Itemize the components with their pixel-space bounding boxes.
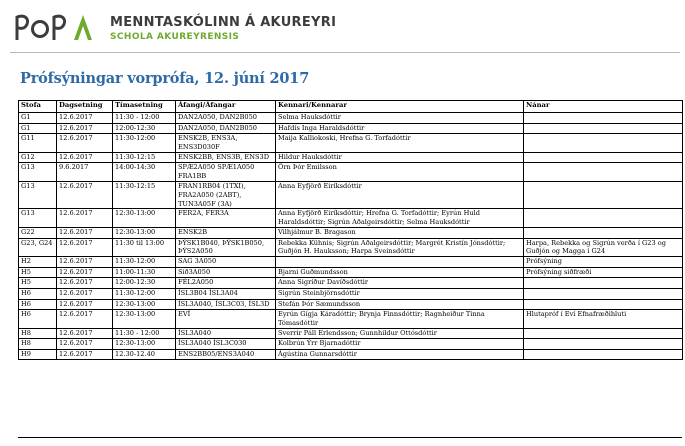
- cell-details: [524, 328, 683, 339]
- cell-courses: FER2A, FER3A: [176, 209, 276, 228]
- cell-details: [524, 152, 683, 163]
- table-row: [19, 238, 683, 257]
- table-row: [19, 257, 683, 268]
- cell-date: 12.6.2017: [57, 267, 113, 278]
- cell-courses: ÍSL3B04 ÍSL3A04: [176, 288, 276, 299]
- table-row: [19, 227, 683, 238]
- table-row: [19, 181, 683, 208]
- cell-time: 11:30 til 13:00: [113, 238, 176, 257]
- cell-teachers: Hildur Hauksdóttir: [276, 152, 524, 163]
- cell-date: 12.6.2017: [57, 123, 113, 134]
- cell-date: 12.6.2017: [57, 278, 113, 289]
- cell-room: G1: [19, 113, 57, 124]
- cell-details: Prófsýning: [524, 257, 683, 268]
- cell-room: G13: [19, 209, 57, 228]
- cell-room: H8: [19, 339, 57, 350]
- exam-viewing-table: [18, 100, 683, 360]
- cell-date: 12.6.2017: [57, 299, 113, 310]
- cell-time: 12:30-13:00: [113, 299, 176, 310]
- cell-room: G13: [19, 163, 57, 182]
- cell-time: 11:30-12:15: [113, 152, 176, 163]
- cell-room: H6: [19, 310, 57, 329]
- cell-teachers: Eyrún Gígja Káradóttir; Brynja Finnsdóttir; Ragnheiður Tinna Tómasdóttir: [276, 310, 524, 329]
- cell-time: 12:00-12:30: [113, 278, 176, 289]
- cell-time: 11:30-12:00: [113, 257, 176, 268]
- bottom-divider: [18, 437, 682, 438]
- cell-teachers: Maija Kalliokoski, Hrefna G. Torfadóttir: [276, 134, 524, 153]
- cell-details: [524, 227, 683, 238]
- cell-room: G23, G24: [19, 238, 57, 257]
- cell-room: H8: [19, 328, 57, 339]
- cell-courses: ENS2BB05/ENS3A040: [176, 349, 276, 360]
- cell-details: [524, 349, 683, 360]
- cell-date: 12.6.2017: [57, 339, 113, 350]
- table-row: [19, 310, 683, 329]
- column-header-details: Nánar: [524, 101, 683, 113]
- cell-room: H9: [19, 349, 57, 360]
- cell-courses: ÍSL3A040 ÍSL3C030: [176, 339, 276, 350]
- table-row: [19, 152, 683, 163]
- cell-courses: ÍSL3A040: [176, 328, 276, 339]
- cell-details: [524, 278, 683, 289]
- table-row: [19, 288, 683, 299]
- cell-time: 14:00-14:30: [113, 163, 176, 182]
- cell-details: [524, 209, 683, 228]
- cell-room: H2: [19, 257, 57, 268]
- cell-courses: SAG 3A050: [176, 257, 276, 268]
- table-header-row: [19, 101, 683, 113]
- cell-time: 12:30-13:00: [113, 227, 176, 238]
- cell-date: 9.6.2017: [57, 163, 113, 182]
- column-header-room: Stofa: [19, 101, 57, 113]
- cell-teachers: Hafdís Inga Haraldsdóttir: [276, 123, 524, 134]
- cell-date: 12.6.2017: [57, 209, 113, 228]
- cell-date: 12.6.2017: [57, 134, 113, 153]
- table-row: [19, 113, 683, 124]
- column-header-time: Tímasetning: [113, 101, 176, 113]
- cell-courses: FÉL2A050: [176, 278, 276, 289]
- cell-teachers: Sigrún Steinbjörnsdóttir: [276, 288, 524, 299]
- header-divider: [10, 52, 680, 53]
- cell-teachers: [276, 257, 524, 268]
- cell-room: H6: [19, 299, 57, 310]
- table-row: [19, 267, 683, 278]
- cell-details: [524, 113, 683, 124]
- cell-teachers: Vilhjálmur B. Bragason: [276, 227, 524, 238]
- cell-room: G13: [19, 181, 57, 208]
- table-row: [19, 278, 683, 289]
- cell-teachers: Bjarni Guðmundsson: [276, 267, 524, 278]
- cell-date: 12.6.2017: [57, 288, 113, 299]
- page-header: [10, 6, 680, 46]
- cell-details: [524, 288, 683, 299]
- column-header-date: Dagsetning: [57, 101, 113, 113]
- cell-teachers: Kolbrún Ýrr Bjarnadóttir: [276, 339, 524, 350]
- cell-details: Hlutapróf í Eví Efnafræðihluti: [524, 310, 683, 329]
- cell-time: 12:30-13:00: [113, 209, 176, 228]
- cell-courses: ENSK2B: [176, 227, 276, 238]
- cell-time: 12:00-12:30: [113, 123, 176, 134]
- cell-time: 12:30-13:00: [113, 339, 176, 350]
- cell-teachers: Örn Þór Emilsson: [276, 163, 524, 182]
- cell-details: [524, 339, 683, 350]
- school-latin-name: SCHOLA AKUREYRENSIS: [110, 32, 240, 42]
- cell-room: H6: [19, 288, 57, 299]
- school-name: MENNTASKÓLINN Á AKUREYRI: [110, 15, 337, 30]
- cell-details: [524, 134, 683, 153]
- cell-time: 11:30-12:00: [113, 288, 176, 299]
- column-header-courses: Áfangi/Áfangar: [176, 101, 276, 113]
- table-row: [19, 328, 683, 339]
- cell-room: G12: [19, 152, 57, 163]
- cell-details: [524, 123, 683, 134]
- cell-courses: DAN2A050, DAN2B050: [176, 123, 276, 134]
- cell-teachers: Anna Eyfjörð Eiríksdóttir; Hrefna G. Torfadóttir; Eyrún Huld Haraldsdóttir; Sigrún Aðalgeirsdóttir; Selma Hauksdóttir: [276, 209, 524, 228]
- cell-time: 11:30 - 12:00: [113, 113, 176, 124]
- cell-date: 12.6.2017: [57, 113, 113, 124]
- cell-time: 11:30 - 12:00: [113, 328, 176, 339]
- cell-time: 11:00-11:30: [113, 267, 176, 278]
- table-row: [19, 339, 683, 350]
- school-logo-icon: [14, 12, 96, 42]
- cell-teachers: Sverrir Páll Erlendsson; Gunnhildur Ottósdóttir: [276, 328, 524, 339]
- cell-date: 12.6.2017: [57, 181, 113, 208]
- cell-room: H5: [19, 267, 57, 278]
- cell-courses: ÍSL3A040, ÍSL3C03, ÍSL3D: [176, 299, 276, 310]
- table-row: [19, 209, 683, 228]
- table-body: [19, 113, 683, 360]
- cell-time: 11:30-12:15: [113, 181, 176, 208]
- cell-details: Harpa, Rebekka og Sigrún verða í G23 og Guðjón og Magga í G24: [524, 238, 683, 257]
- cell-date: 12.6.2017: [57, 310, 113, 329]
- cell-time: 12:30-13:00: [113, 310, 176, 329]
- cell-courses: FRAN1RB04 (1TXI), FRA2A050 (2ABT), TUN3A05F (3A): [176, 181, 276, 208]
- cell-teachers: Selma Hauksdóttir: [276, 113, 524, 124]
- cell-room: G11: [19, 134, 57, 153]
- page-title: Prófsýningar vorprófa, 12. júní 2017: [20, 70, 310, 87]
- cell-date: 12.6.2017: [57, 227, 113, 238]
- cell-courses: DAN2A050, DAN2B050: [176, 113, 276, 124]
- table-row: [19, 134, 683, 153]
- cell-teachers: Anna Eyfjörð Eiríksdóttir: [276, 181, 524, 208]
- cell-courses: ENSK2BB, ENS3B, ENS3D: [176, 152, 276, 163]
- cell-room: H5: [19, 278, 57, 289]
- cell-details: [524, 299, 683, 310]
- cell-room: G22: [19, 227, 57, 238]
- cell-time: 11:30-12:00: [113, 134, 176, 153]
- cell-courses: ENSK2B, ENS3A, ENS3D030F: [176, 134, 276, 153]
- column-header-teachers: Kennari/Kennarar: [276, 101, 524, 113]
- cell-date: 12.6.2017: [57, 328, 113, 339]
- cell-teachers: Ágústína Gunnarsdóttir: [276, 349, 524, 360]
- cell-time: 12.30-12.40: [113, 349, 176, 360]
- cell-details: Prófsýning siðfræði: [524, 267, 683, 278]
- cell-date: 12.6.2017: [57, 152, 113, 163]
- cell-courses: EVÍ: [176, 310, 276, 329]
- cell-date: 12.6.2017: [57, 238, 113, 257]
- cell-room: G1: [19, 123, 57, 134]
- cell-teachers: Stefán Þór Sæmundsson: [276, 299, 524, 310]
- cell-date: 12.6.2017: [57, 257, 113, 268]
- cell-date: 12.6.2017: [57, 349, 113, 360]
- cell-courses: ÞÝSK1B040, ÞÝSK1B050, ÞÝS2A050: [176, 238, 276, 257]
- cell-teachers: Rebekka Kühnis; Sigrún Aðalgeirsdóttir; Margrét Kristín Jónsdóttir; Guðjón H. Hauksson; Harpa Sveinsdóttir: [276, 238, 524, 257]
- cell-teachers: Anna Sigríður Davíðsdóttir: [276, 278, 524, 289]
- cell-courses: Sið3A050: [176, 267, 276, 278]
- cell-details: [524, 181, 683, 208]
- table-row: [19, 299, 683, 310]
- table-row: [19, 349, 683, 360]
- table-row: [19, 163, 683, 182]
- cell-courses: SPÆ2A050 SPÆ1A050 FRA1BB: [176, 163, 276, 182]
- cell-details: [524, 163, 683, 182]
- table-row: [19, 123, 683, 134]
